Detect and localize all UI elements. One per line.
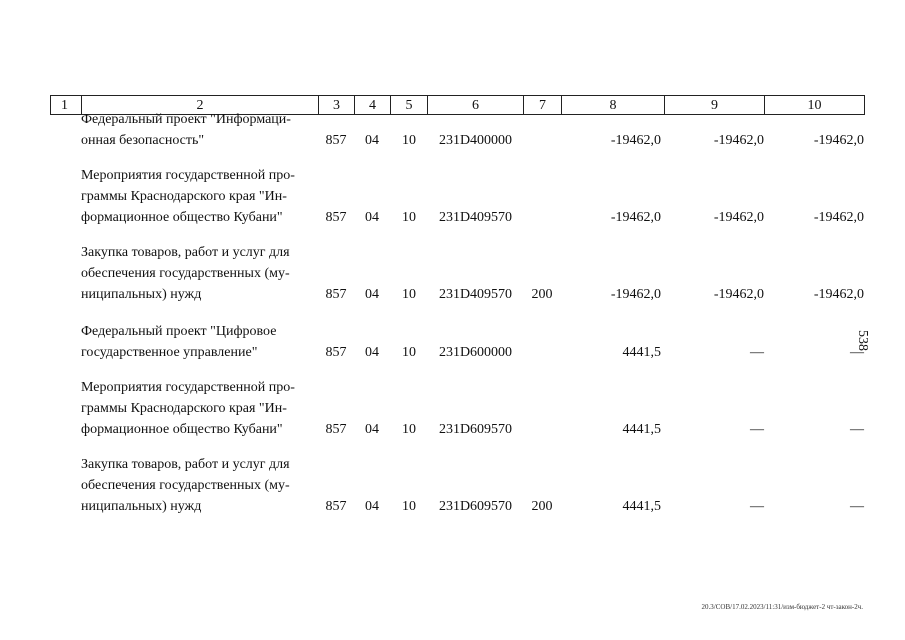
row-name: Закупка товаров, работ и услуг для обеспечения государственных (му- ниципальных) нужд (81, 245, 290, 302)
cell-c10: -19462,0 (813, 210, 864, 225)
footer-note: 20.3/СОВ/17.02.2023/11:31/изм-бюджет-2 чт-закон-2ч. (701, 603, 863, 611)
cell-c3: 857 (325, 210, 347, 225)
cell-c9: -19462,0 (713, 210, 764, 225)
cell-c6: 231D409570 (438, 210, 513, 225)
cell-c7: 200 (531, 287, 553, 302)
row-name: Мероприятия государственной про- граммы Краснодарского края "Ин- формационное общество Кубани" (81, 168, 295, 225)
cell-c8: 4441,5 (622, 499, 661, 514)
header-col-1: 1 (50, 95, 81, 115)
cell-c8: -19462,0 (610, 133, 661, 148)
cell-c6: 231D400000 (438, 133, 513, 148)
cell-c5: 10 (402, 422, 416, 437)
cell-c4: 04 (365, 210, 379, 225)
row-name: Федеральный проект "Цифровое государственное управление" (81, 324, 277, 360)
cell-c10: — (850, 345, 864, 360)
cell-c8: 4441,5 (622, 422, 661, 437)
cell-c10: -19462,0 (813, 287, 864, 302)
page-number: 538 (855, 330, 870, 351)
row-name: Федеральный проект "Информаци- онная безопасность" (81, 112, 291, 148)
cell-c6: 231D409570 (438, 287, 513, 302)
cell-c5: 10 (402, 345, 416, 360)
cell-c4: 04 (365, 287, 379, 302)
header-col-5: 5 (390, 95, 427, 115)
header-col-4: 4 (354, 95, 390, 115)
cell-c3: 857 (325, 345, 347, 360)
cell-c7: 200 (531, 499, 553, 514)
cell-c6: 231D609570 (438, 499, 513, 514)
header-col-2: 2 (81, 95, 318, 115)
row-name: Закупка товаров, работ и услуг для обеспечения государственных (му- ниципальных) нужд (81, 457, 290, 514)
cell-c8: -19462,0 (610, 287, 661, 302)
cell-c9: — (750, 499, 764, 514)
cell-c10: -19462,0 (813, 133, 864, 148)
cell-c5: 10 (402, 287, 416, 302)
cell-c4: 04 (365, 133, 379, 148)
header-col-7: 7 (523, 95, 561, 115)
cell-c3: 857 (325, 287, 347, 302)
cell-c8: -19462,0 (610, 210, 661, 225)
cell-c3: 857 (325, 133, 347, 148)
cell-c3: 857 (325, 422, 347, 437)
cell-c5: 10 (402, 133, 416, 148)
cell-c9: — (750, 345, 764, 360)
cell-c9: -19462,0 (713, 287, 764, 302)
cell-c10: — (850, 499, 864, 514)
row-name: Мероприятия государственной про- граммы Краснодарского края "Ин- формационное общество Кубани" (81, 380, 295, 437)
cell-c4: 04 (365, 422, 379, 437)
cell-c10: — (850, 422, 864, 437)
header-col-10: 10 (764, 95, 865, 115)
header-col-6: 6 (427, 95, 523, 115)
cell-c4: 04 (365, 499, 379, 514)
header-col-3: 3 (318, 95, 354, 115)
cell-c5: 10 (402, 499, 416, 514)
cell-c4: 04 (365, 345, 379, 360)
header-col-9: 9 (664, 95, 764, 115)
cell-c9: — (750, 422, 764, 437)
header-col-8: 8 (561, 95, 664, 115)
cell-c8: 4441,5 (622, 345, 661, 360)
cell-c3: 857 (325, 499, 347, 514)
cell-c9: -19462,0 (713, 133, 764, 148)
cell-c5: 10 (402, 210, 416, 225)
cell-c6: 231D609570 (438, 422, 513, 437)
cell-c6: 231D600000 (438, 345, 513, 360)
